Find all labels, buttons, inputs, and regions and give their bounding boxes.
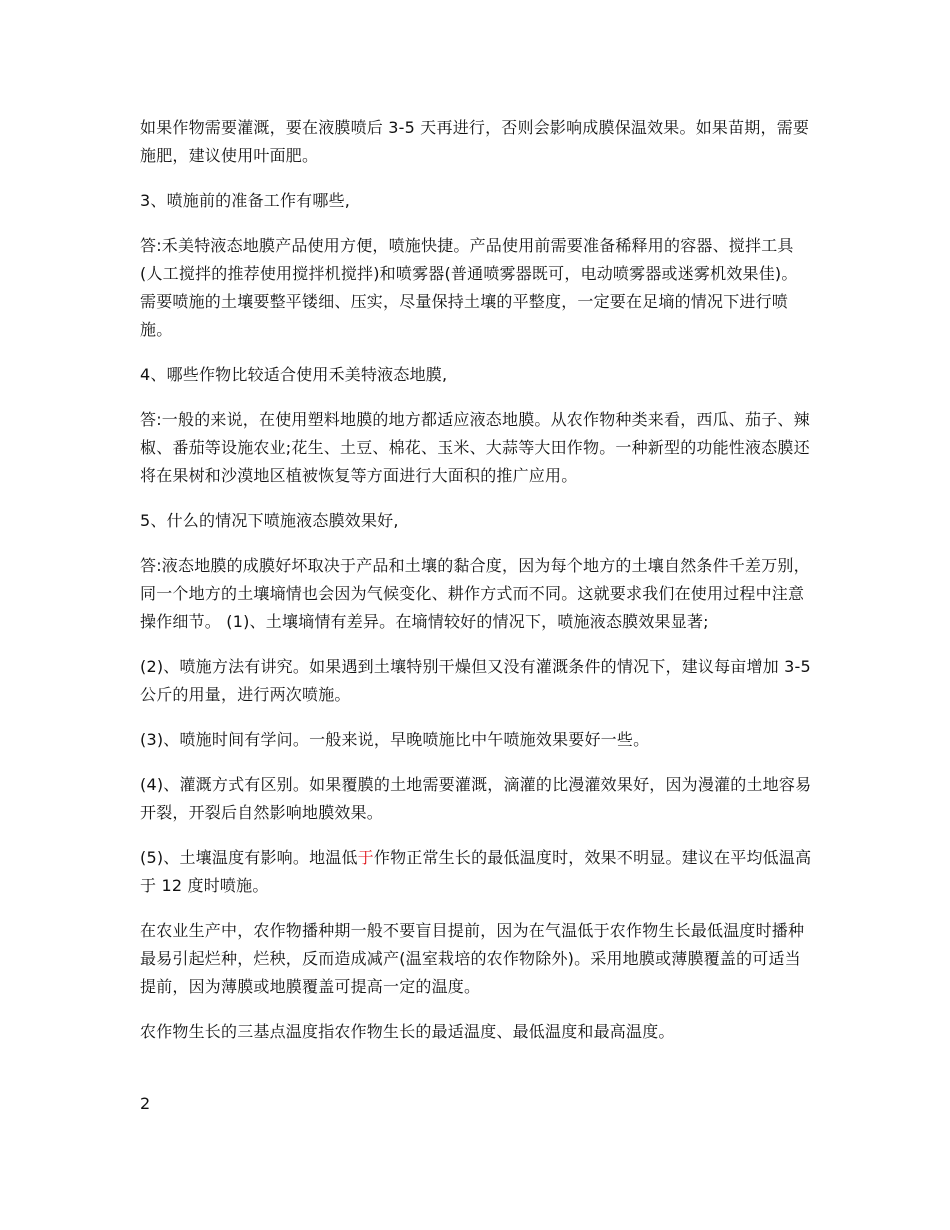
page-number: 2 [140, 1094, 151, 1113]
item-2-spraying-method: (2)、喷施方法有讲究。如果遇到土壤特别干燥但又没有灌溉条件的情况下，建议每亩增加 3-5 公斤的用量，进行两次喷施。 [140, 657, 817, 704]
answer-4-paragraph: 答:一般的来说，在使用塑料地膜的地方都适应液态地膜。从农作物种类来看，西瓜、茄子、辣椒、番茄等设施农业;花生、土豆、棉花、玉米、大蒜等大田作物。一种新型的功能性液态膜还将在果树和沙漠地区植被恢复等方面进行大面积的推广应用。 [140, 410, 810, 485]
question-4-heading: 4、哪些作物比较适合使用禾美特液态地膜, [140, 365, 448, 384]
item-5-text-after: 作物正常生长的最低温度时，效果不明显。建议在平均低温高于 12 度时喷施。 [140, 848, 812, 895]
item-3-spraying-time: (3)、喷施时间有学问。一般来说，早晚喷施比中午喷施效果要好一些。 [140, 730, 650, 749]
document-body [140, 114, 817, 1063]
item-5-soil-temperature [140, 844, 812, 900]
question-5-heading: 5、什么的情况下喷施液态膜效果好, [140, 511, 399, 530]
answer-3-paragraph: 答:禾美特液态地膜产品使用方便，喷施快捷。产品使用前需要准备稀释用的容器、搅拌工具(人工搅拌的推荐使用搅拌机搅拌)和喷雾器(普通喷雾器既可，电动喷雾器或迷雾机效果佳)。需要喷施的土壤要整平镂细、压实，尽量保持土壤的平整度，一定要在足墒的情况下进行喷施。 [140, 236, 798, 339]
item-4-irrigation-method: (4)、灌溉方式有区别。如果覆膜的土地需要灌溉，滴灌的比漫灌效果好，因为漫灌的土地容易开裂，开裂后自然影响地膜效果。 [140, 775, 812, 822]
sowing-period-paragraph: 在农业生产中，农作物播种期一般不要盲目提前，因为在气温低于农作物生长最低温度时播种最易引起烂种，烂秧，反而造成减产(温室栽培的农作物除外)。采用地膜或薄膜覆盖的可适当提前，因为薄膜或地膜覆盖可提高一定的温度。 [140, 921, 805, 996]
three-base-temperatures-paragraph: 农作物生长的三基点温度指农作物生长的最适温度、最低温度和最高温度。 [140, 1022, 675, 1041]
question-3-heading: 3、喷施前的准备工作有哪些, [140, 191, 351, 210]
item-5-text-before: (5)、土壤温度有影响。地温低 [140, 848, 358, 867]
paragraph-irrigation-note: 如果作物需要灌溉，要在液膜喷后 3-5 天再进行，否则会影响成膜保温效果。如果苗期，需要施肥，建议使用叶面肥。 [140, 118, 810, 165]
highlighted-character: 于 [357, 848, 374, 867]
answer-5-paragraph: 答:液态地膜的成膜好坏取决于产品和土壤的黏合度，因为每个地方的土壤自然条件千差万别，同一个地方的土壤墒情也会因为气候变化、耕作方式而不同。这就要求我们在使用过程中注意操作细节。 (1)、土壤墒情有差异。在墒情较好的情况下，喷施液态膜效果显著; [140, 556, 810, 631]
